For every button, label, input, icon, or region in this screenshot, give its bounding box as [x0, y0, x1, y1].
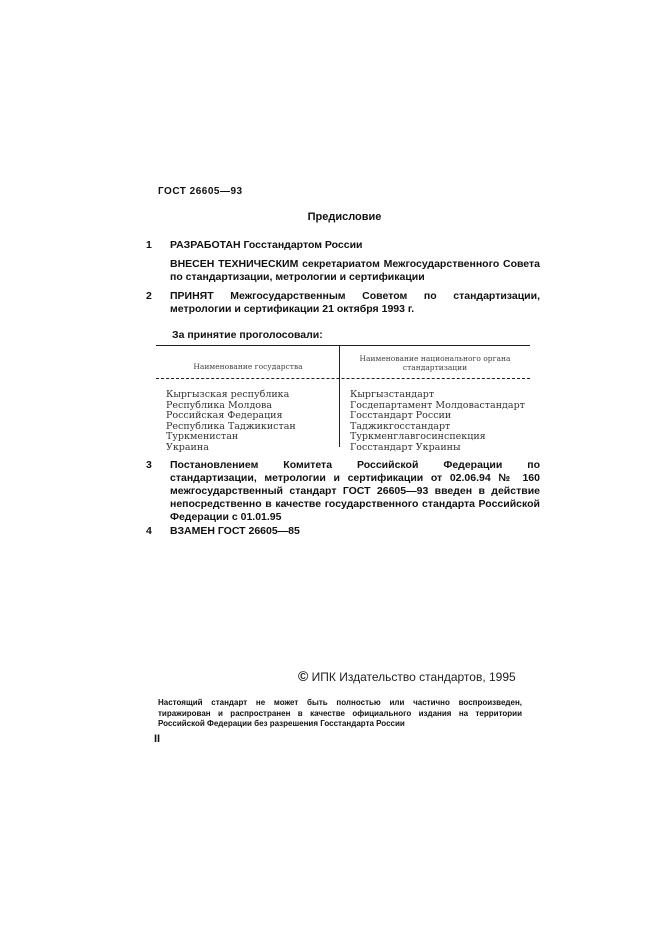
copyright [298, 668, 516, 684]
table-cell: Госстандарт Украины [350, 441, 461, 453]
item-1 [146, 239, 540, 252]
copyright-text: ИПК Издательство стандартов, 1995 [311, 670, 516, 684]
page-title: Предисловие [307, 211, 382, 223]
table-cell: Кыргызская республика [166, 389, 290, 400]
table-cell: Российская Федерация [166, 410, 283, 421]
table-cell: Кыргызстандарт [350, 389, 435, 400]
copyright-icon: © [298, 668, 309, 684]
item-text: ВНЕСЕН ТЕХНИЧЕСКИМ секретариатом Межгосударственного Совета по стандартизации, метрологии и сертификации [170, 258, 540, 283]
item-2 [146, 290, 540, 316]
table-cell: Республика Таджикистан [166, 420, 296, 432]
voted-label: За принятие проголосовали: [172, 329, 323, 341]
page-number: II [154, 733, 161, 745]
table-header-body: Наименование национального органа стандартизации [359, 354, 511, 372]
item-1-submitted [158, 258, 540, 284]
item-text: Постановлением Комитета Российской Федерации по стандартизации, метрологии и сертификации от 02.06.94 № 160 межгосударственный стандарт ГОСТ 26605—93 введен в действие непосредственно в качестве государственного стандарта Российской Федерации с 01.01.95 [170, 459, 540, 523]
table-cell: Туркменистан [166, 431, 239, 442]
table-column-divider [339, 345, 340, 447]
table-col-states [166, 390, 336, 453]
document-code: ГОСТ 26605—93 [158, 186, 243, 197]
table-header-state: Наименование государства [193, 362, 303, 371]
table-cell: Украина [166, 441, 209, 453]
item-text: РАЗРАБОТАН Госстандартом России [170, 239, 363, 251]
table-cell: Туркменглавгосинспекция [350, 431, 486, 442]
item-text: ВЗАМЕН ГОСТ 26605—85 [170, 525, 300, 537]
item-number: 1 [146, 239, 152, 251]
item-number: 2 [146, 290, 152, 302]
item-text: ПРИНЯТ Межгосударственным Советом по стандартизации, метрологии и сертификации 21 октября 1993 г. [170, 290, 540, 315]
table-cell: Республика Молдова [166, 399, 273, 411]
item-number: 3 [146, 459, 152, 471]
table-cell: Таджикгосстандарт [350, 420, 451, 432]
footer-notice: Настоящий стандарт не может быть полностью или частично воспроизведен, тиражирован и распространен в качестве официального издания на территории Российской Федерации без разрешения Госстандарта России [158, 698, 522, 728]
table-cell: Госстандарт России [350, 410, 452, 421]
table-cell: Госдепартамент Молдовастандарт [350, 399, 525, 411]
table-col-bodies [350, 390, 530, 453]
item-number: 4 [146, 525, 152, 537]
item-4 [146, 525, 540, 538]
item-3 [146, 459, 540, 524]
table-header-rule [156, 378, 530, 379]
table-top-rule [156, 345, 530, 346]
